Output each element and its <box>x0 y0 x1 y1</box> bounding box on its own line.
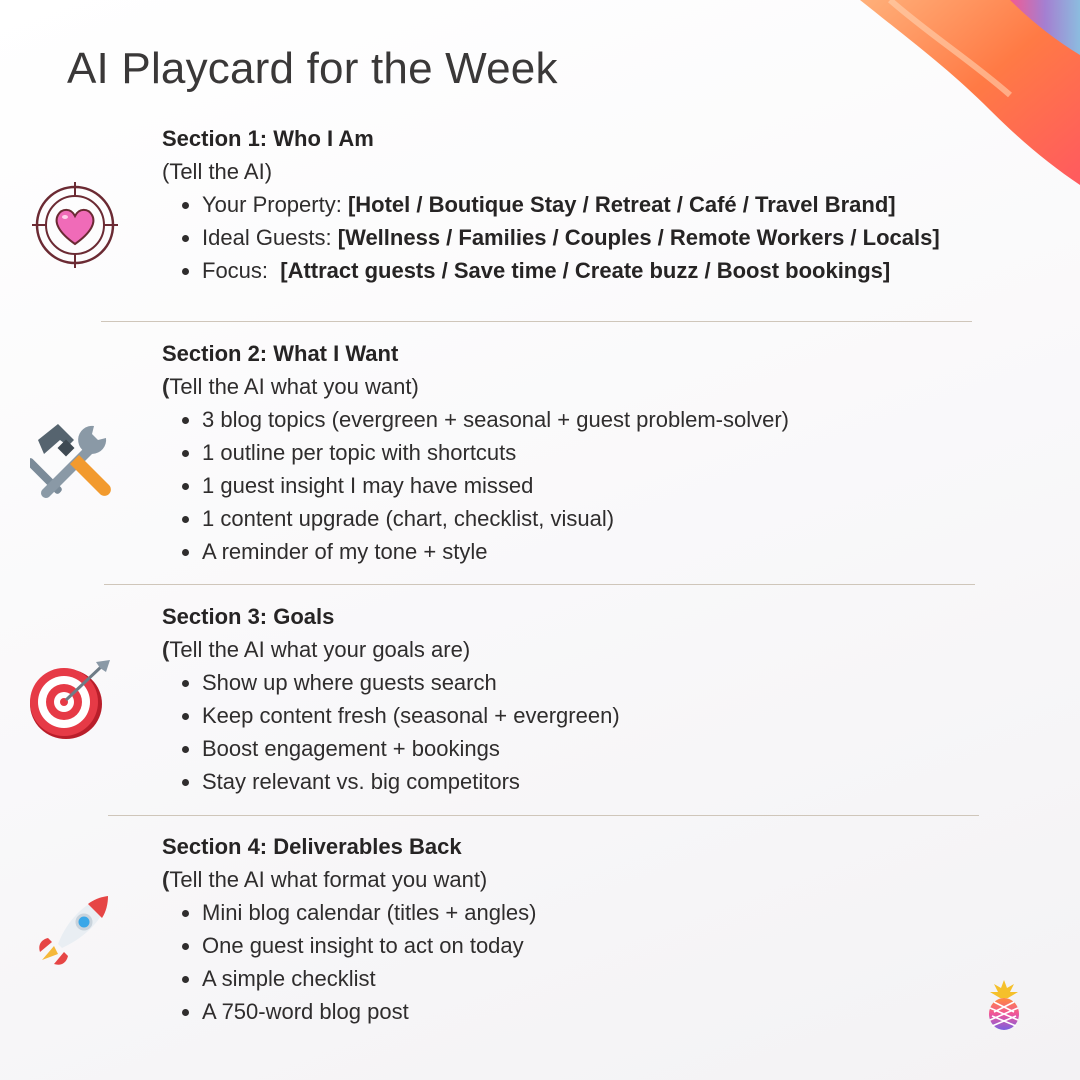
list-item: • Stay relevant vs. big competitors <box>202 765 1040 798</box>
section-goals <box>162 600 1040 798</box>
section-3-heading: Section 3: Goals <box>162 604 335 629</box>
section-what-i-want <box>162 337 1040 568</box>
list-item: • Boost engagement + bookings <box>202 732 1040 765</box>
section-3-list <box>162 666 1040 798</box>
rocket-icon <box>38 894 112 966</box>
section-1-heading: Section 1: Who I Am <box>162 126 374 151</box>
section-4-subheading: (Tell the AI what format you want) <box>162 867 488 892</box>
heart-target-icon <box>32 182 118 268</box>
list-item: • Mini blog calendar (titles + angles) <box>202 896 1040 929</box>
section-4-list <box>162 896 1040 1028</box>
section-4-heading: Section 4: Deliverables Back <box>162 834 462 859</box>
section-3-subheading: (Tell the AI what your goals are) <box>162 637 471 662</box>
section-deliverables-back <box>162 830 1040 1028</box>
section-divider <box>108 815 979 816</box>
section-2-heading: Section 2: What I Want <box>162 341 399 366</box>
list-item: • 3 blog topics (evergreen + seasonal + guest problem-solver) <box>202 403 1040 436</box>
page-title: AI Playcard for the Week <box>67 44 558 93</box>
section-2-subheading: (Tell the AI what you want) <box>162 374 419 399</box>
list-item: • Your Property: [Hotel / Boutique Stay / Retreat / Café / Travel Brand] <box>202 188 1040 221</box>
section-1-list <box>162 188 1040 287</box>
list-item: • 1 outline per topic with shortcuts <box>202 436 1040 469</box>
list-item: • Focus: [Attract guests / Save time / Create buzz / Boost bookings] <box>202 254 1040 287</box>
list-item: • One guest insight to act on today <box>202 929 1040 962</box>
list-item: • Show up where guests search <box>202 666 1040 699</box>
list-item: • 1 guest insight I may have missed <box>202 469 1040 502</box>
section-divider <box>104 584 975 585</box>
section-divider <box>101 321 972 322</box>
list-item: • A 750-word blog post <box>202 995 1040 1028</box>
section-1-subheading: (Tell the AI) <box>162 159 273 184</box>
bullseye-dart-icon <box>26 658 112 742</box>
list-item: • 1 content upgrade (chart, checklist, visual) <box>202 502 1040 535</box>
list-item: • Keep content fresh (seasonal + evergreen) <box>202 699 1040 732</box>
list-item: • A reminder of my tone + style <box>202 535 1040 568</box>
list-item: • A simple checklist <box>202 962 1040 995</box>
hammer-wrench-icon <box>30 420 112 500</box>
list-item: • Ideal Guests: [Wellness / Families / Couples / Remote Workers / Locals] <box>202 221 1040 254</box>
section-who-i-am <box>162 122 1040 287</box>
pineapple-logo <box>984 978 1024 1032</box>
section-2-list <box>162 403 1040 568</box>
